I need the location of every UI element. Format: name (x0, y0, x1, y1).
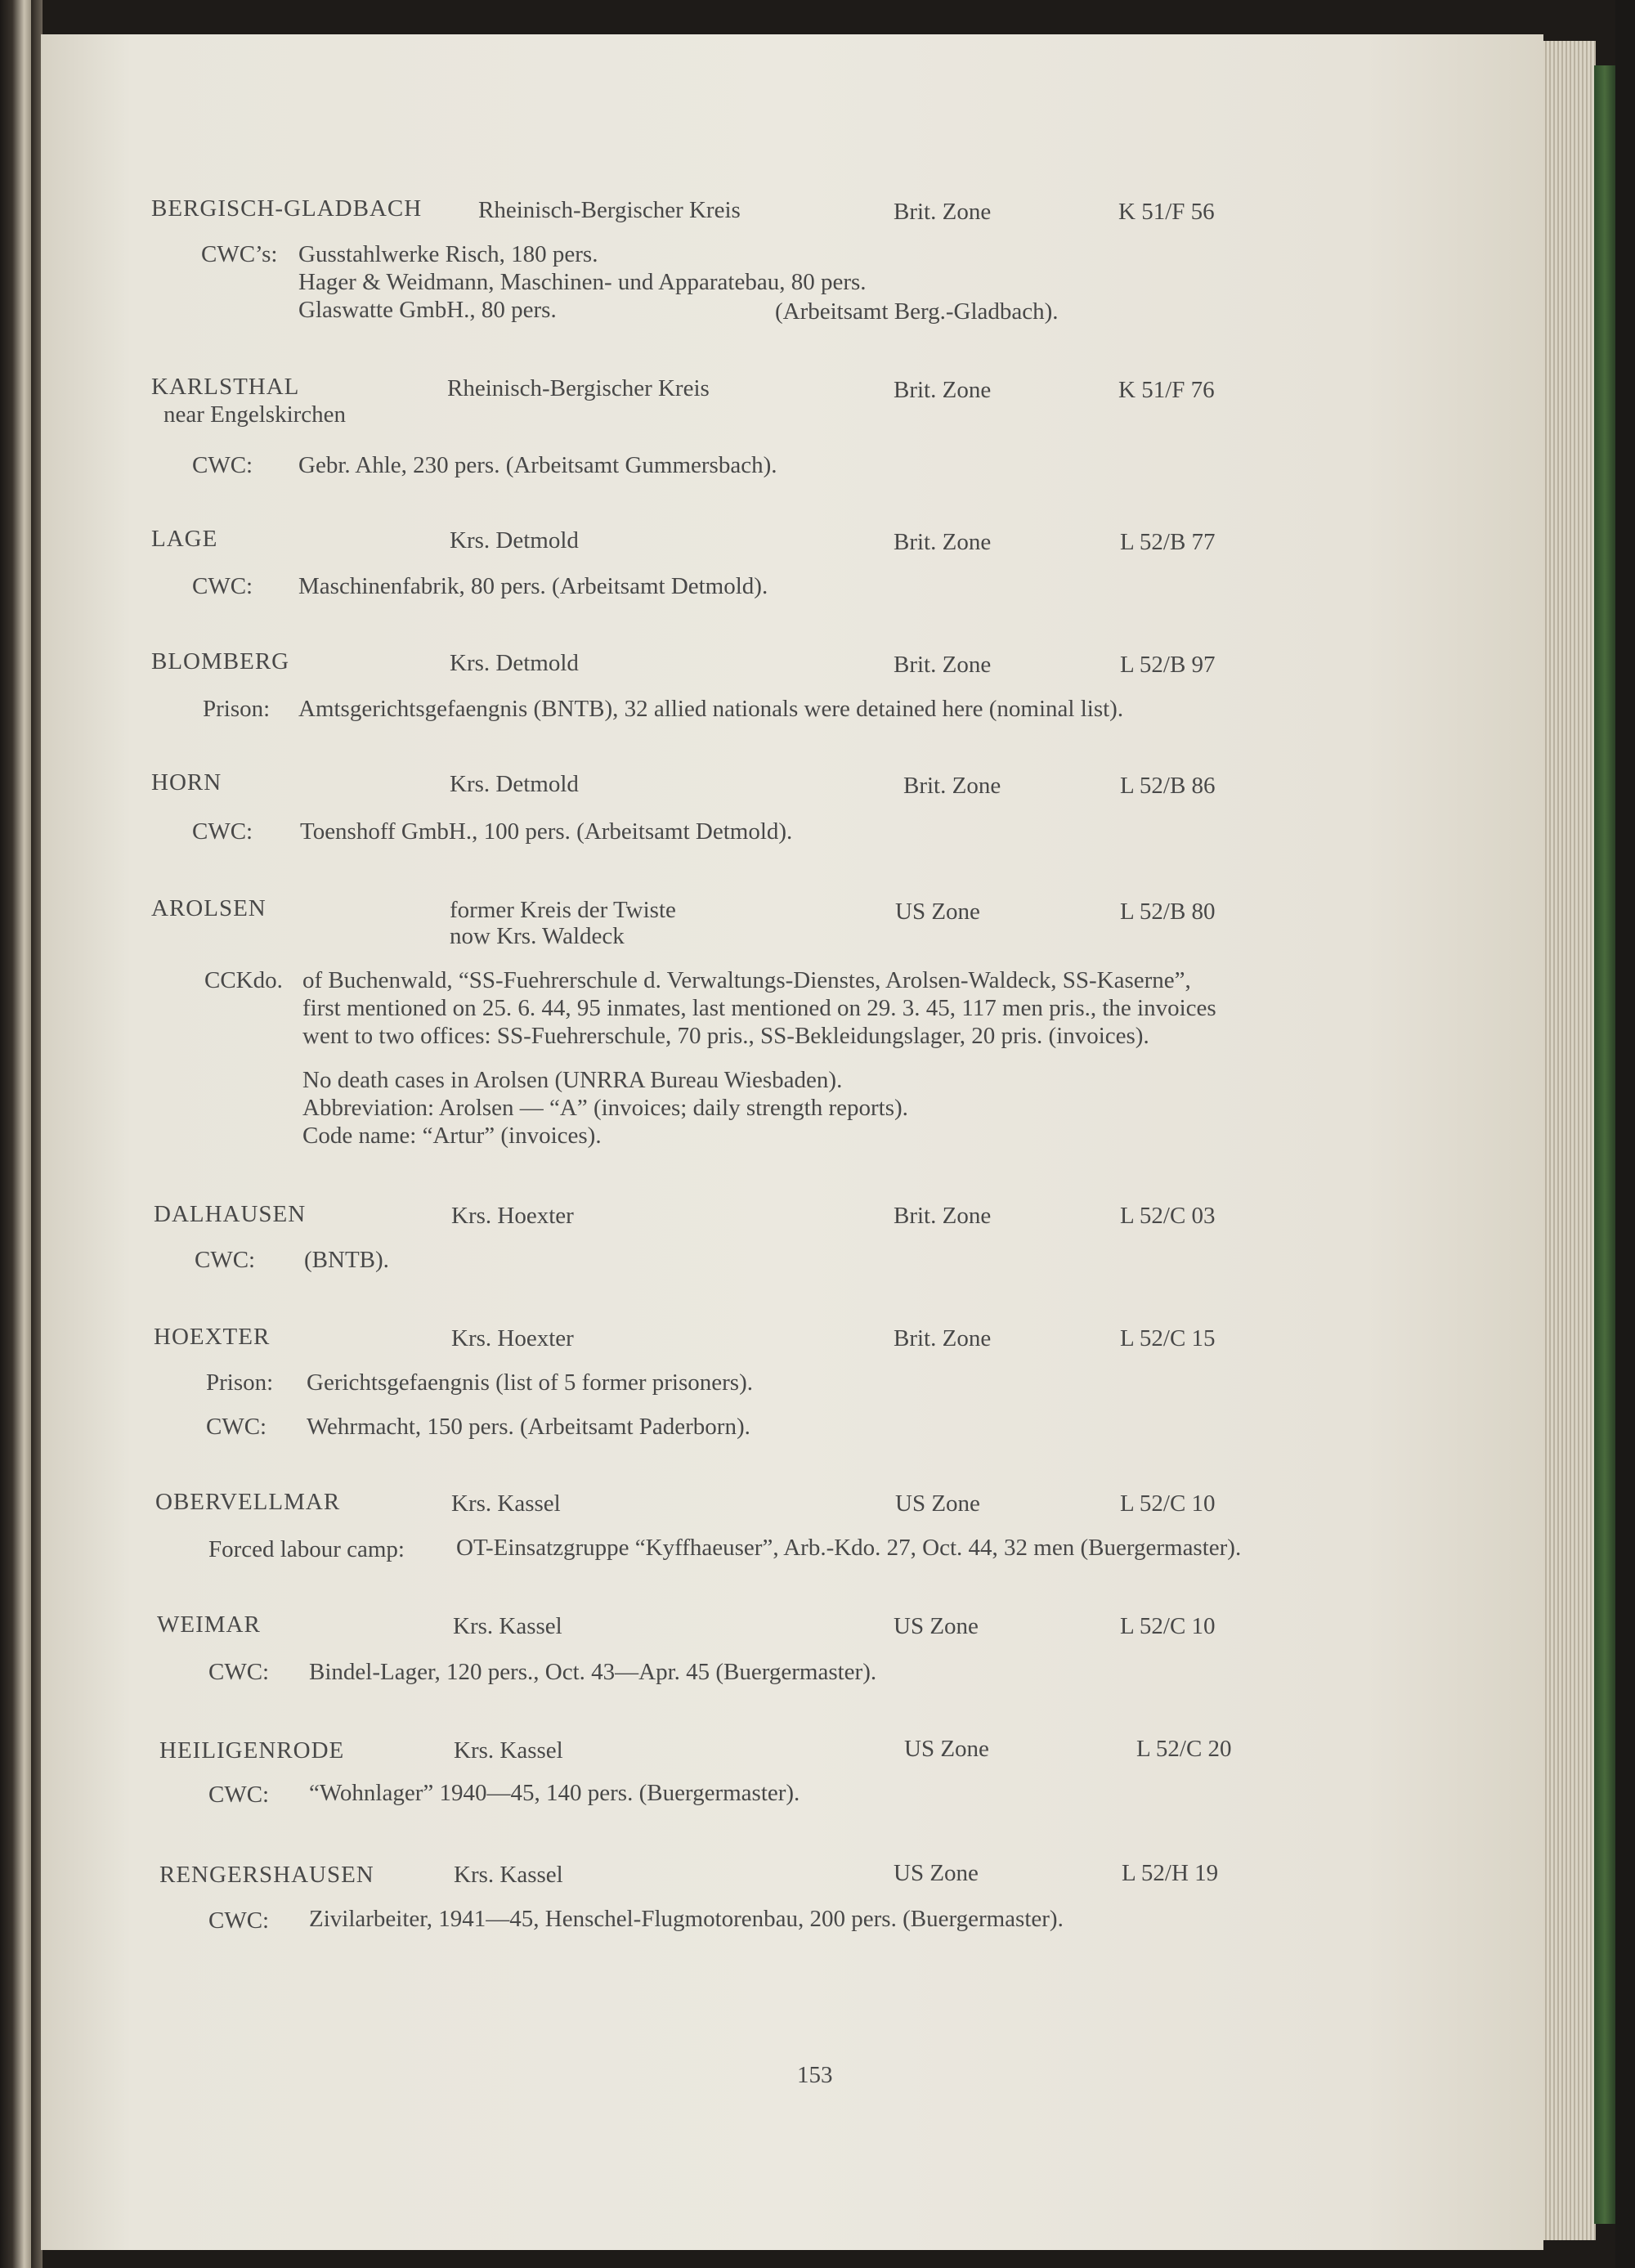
zone: Brit. Zone (894, 1203, 992, 1229)
zone: Brit. Zone (894, 529, 992, 555)
detail-line: Amtsgerichtsgefaengnis (BNTB), 32 allied nationals were detained here (nominal list). (298, 696, 1124, 722)
zone: US Zone (895, 1490, 980, 1517)
detail-line: Gebr. Ahle, 230 pers. (Arbeitsamt Gummersbach). (298, 452, 777, 478)
district-secondary: now Krs. Waldeck (450, 923, 625, 949)
district: Rheinisch-Bergischer Kreis (478, 197, 741, 223)
detail-line: went to two offices: SS-Fuehrerschule, 70 pris., SS-Bekleidungslager, 20 pris. (invoices). (302, 1023, 1149, 1049)
note-line: No death cases in Arolsen (UNRRA Bureau Wiesbaden). (302, 1067, 843, 1093)
category-label: CWC: (195, 1247, 256, 1273)
grid-reference: L 52/C 15 (1120, 1325, 1216, 1351)
zone: Brit. Zone (903, 773, 1001, 799)
grid-reference: K 51/F 76 (1118, 377, 1215, 403)
place-name: DALHAUSEN (154, 1201, 307, 1227)
category-label: CWC: (192, 573, 253, 599)
grid-reference: K 51/F 56 (1118, 199, 1215, 225)
category-label: Prison: (203, 696, 271, 722)
district: Krs. Detmold (450, 771, 579, 797)
category-label: CWC: (206, 1414, 267, 1440)
grid-reference: L 52/C 10 (1120, 1490, 1216, 1517)
place-name: HOEXTER (154, 1324, 271, 1350)
detail-line: (BNTB). (304, 1247, 389, 1273)
detail-line: Gusstahlwerke Risch, 180 pers. (298, 241, 598, 267)
grid-reference: L 52/C 20 (1136, 1736, 1232, 1762)
left-page-edge (0, 0, 31, 2268)
detail-line: Maschinenfabrik, 80 pers. (Arbeitsamt Detmold). (298, 573, 768, 599)
note-line: Abbreviation: Arolsen — “A” (invoices; daily strength reports). (302, 1095, 908, 1121)
detail-line: OT-Einsatzgruppe “Kyffhaeuser”, Arb.-Kdo. 27, Oct. 44, 32 men (Buergermaster). (456, 1535, 1242, 1561)
place-name: WEIMAR (157, 1611, 261, 1638)
detail-line: first mentioned on 25. 6. 44, 95 inmates, last mentioned on 29. 3. 45, 117 men pris., the invoices (302, 995, 1216, 1021)
category-label: CWC: (192, 818, 253, 845)
zone: US Zone (895, 899, 980, 925)
detail-line: Bindel-Lager, 120 pers., Oct. 43—Apr. 45 (Buergermaster). (309, 1659, 877, 1685)
book-page (41, 34, 1543, 2250)
category-label: CCKdo. (204, 967, 283, 993)
place-name: HORN (151, 769, 222, 796)
place-subtitle: near Engelskirchen (164, 401, 347, 428)
zone: US Zone (894, 1860, 979, 1886)
detail-line: Gerichtsgefaengnis (list of 5 former prisoners). (307, 1369, 754, 1396)
place-name: BLOMBERG (151, 648, 290, 675)
detail-line: Wehrmacht, 150 pers. (Arbeitsamt Paderborn). (307, 1414, 750, 1440)
place-name: OBERVELLMAR (155, 1489, 341, 1515)
detail-line: Glaswatte GmbH., 80 pers. (298, 297, 557, 323)
district: Krs. Detmold (450, 527, 579, 554)
category-label: Forced labour camp: (208, 1536, 405, 1562)
category-label: Prison: (206, 1369, 274, 1396)
category-label: CWC: (208, 1659, 270, 1685)
zone: Brit. Zone (894, 1325, 992, 1351)
place-name: RENGERSHAUSEN (159, 1862, 374, 1888)
district: Krs. Hoexter (451, 1203, 574, 1229)
district: Krs. Kassel (453, 1613, 562, 1639)
background-right (1615, 0, 1635, 2268)
district: Rheinisch-Bergischer Kreis (447, 375, 710, 401)
grid-reference: L 52/B 97 (1120, 652, 1216, 678)
district: former Kreis der Twiste (450, 897, 676, 923)
grid-reference: L 52/B 77 (1120, 529, 1216, 555)
place-name: HEILIGENRODE (159, 1737, 345, 1764)
book-binding (1594, 65, 1615, 2224)
zone: US Zone (894, 1613, 979, 1639)
zone: Brit. Zone (894, 377, 992, 403)
detail-line: of Buchenwald, “SS-Fuehrerschule d. Verwaltungs-Dienstes, Arolsen-Waldeck, SS-Kaserne”, (302, 967, 1191, 993)
grid-reference: L 52/C 10 (1120, 1613, 1216, 1639)
district: Krs. Kassel (451, 1490, 561, 1517)
district: Krs. Detmold (450, 650, 579, 676)
detail-line: Toenshoff GmbH., 100 pers. (Arbeitsamt Detmold). (300, 818, 793, 845)
place-name: AROLSEN (151, 895, 267, 921)
detail-line: Zivilarbeiter, 1941—45, Henschel-Flugmotorenbau, 200 pers. (Buergermaster). (309, 1906, 1064, 1932)
district: Krs. Kassel (454, 1862, 563, 1888)
zone: Brit. Zone (894, 199, 992, 225)
grid-reference: L 52/B 80 (1120, 899, 1216, 925)
category-label: CWC: (208, 1782, 270, 1808)
category-label: CWC: (192, 452, 253, 478)
category-label: CWC’s: (201, 241, 278, 267)
grid-reference: L 52/C 03 (1120, 1203, 1216, 1229)
page-number: 153 (797, 2062, 833, 2088)
place-name: KARLSTHAL (151, 374, 300, 400)
place-name: BERGISCH-GLADBACH (151, 195, 423, 222)
district: Krs. Kassel (454, 1737, 563, 1764)
source-note: (Arbeitsamt Berg.-Gladbach). (775, 298, 1059, 325)
detail-line: Hager & Weidmann, Maschinen- und Apparatebau, 80 pers. (298, 269, 867, 295)
detail-line: “Wohnlager” 1940—45, 140 pers. (Buergermaster). (309, 1780, 800, 1806)
note-line: Code name: “Artur” (invoices). (302, 1123, 602, 1149)
place-name: LAGE (151, 526, 218, 552)
category-label: CWC: (208, 1907, 270, 1934)
zone: Brit. Zone (894, 652, 992, 678)
grid-reference: L 52/H 19 (1122, 1860, 1219, 1886)
grid-reference: L 52/B 86 (1120, 773, 1216, 799)
zone: US Zone (904, 1736, 989, 1762)
page-stack-edge (1539, 41, 1596, 2240)
district: Krs. Hoexter (451, 1325, 574, 1351)
